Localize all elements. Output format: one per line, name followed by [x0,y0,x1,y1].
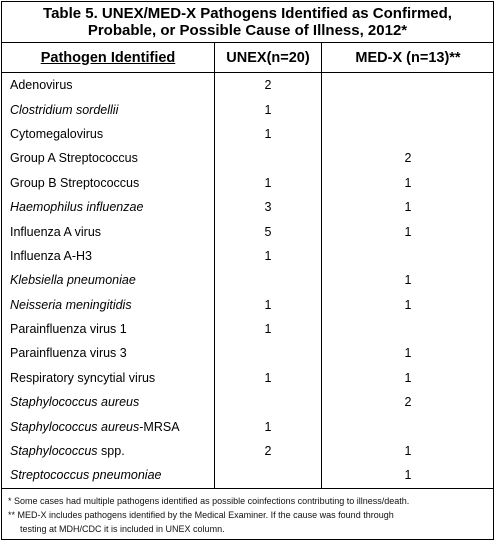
footnote-2-line-2: testing at MDH/CDC it is included in UNEX column. [20,523,225,534]
footnote-1: * Some cases had multiple pathogens identified as possible coinfections contributing to illness/death. [8,495,410,506]
pathogen-name: Adenovirus [10,78,73,93]
pathogen-name-cell [2,219,215,243]
pathogen-name-suffix: spp. [97,444,125,459]
pathogen-name-cell [2,463,215,487]
footnotes [2,488,493,536]
pathogen-name-cell [2,390,215,414]
pathogen-name-cell [2,268,215,292]
medx-count-cell: 1 [404,297,412,312]
table-row [2,244,494,268]
medx-count-cell [322,97,495,121]
table-row [2,122,494,146]
pathogen-name-cell [2,97,215,121]
pathogen-name-cell [2,317,215,341]
pathogen-name: Group B Streptococcus [10,175,140,190]
table-row [2,390,494,414]
column-header-unex: UNEX(n=20) [215,43,322,73]
medx-count-cell [322,244,495,268]
medx-count-cell: 1 [404,468,412,483]
pathogen-name-cell [2,73,215,98]
unex-count-cell: 1 [215,171,322,195]
table-row [2,146,494,170]
unex-count-cell: 5 [215,219,322,243]
table-row [2,293,494,317]
table-row [2,97,494,121]
pathogen-name-cell [2,414,215,438]
pathogen-name: Parainfluenza virus 3 [10,346,127,361]
unex-count-cell [215,146,322,170]
table-row [2,219,494,243]
medx-count-cell: 1 [404,370,412,385]
table-header-row [2,43,494,73]
unex-count-cell: 2 [215,439,322,463]
pathogen-name-italic: Clostridium sordellii [10,102,119,117]
pathogen-name-cell [2,195,215,219]
medx-count-cell: 1 [404,175,412,190]
pathogen-name-italic: Neisseria meningitidis [10,297,132,312]
pathogen-name-cell [2,366,215,390]
pathogen-name-cell [2,171,215,195]
pathogen-name: Parainfluenza virus 1 [10,322,127,337]
pathogen-name-suffix: -MRSA [139,419,180,434]
medx-count-cell [322,317,495,341]
pathogen-name-cell [2,122,215,146]
table-row [2,171,494,195]
unex-count-cell: 3 [215,195,322,219]
table-title-line-1: Table 5. UNEX/MED-X Pathogens Identified as Confirmed, [43,5,452,22]
medx-count-cell: 1 [404,200,412,215]
medx-count-cell: 2 [404,395,412,410]
unex-count-cell [215,268,322,292]
pathogen-name: Cytomegalovirus [10,126,104,141]
unex-count-cell: 2 [215,73,322,98]
unex-count-cell: 1 [215,317,322,341]
pathogen-name: Influenza A-H3 [10,248,92,263]
unex-count-cell: 1 [215,122,322,146]
table-row [2,268,494,292]
medx-count-cell: 1 [404,346,412,361]
table-row [2,414,494,438]
pathogen-name-cell [2,146,215,170]
pathogen-name-italic: Streptococcus pneumoniae [10,468,162,483]
table-row [2,366,494,390]
unex-count-cell [215,463,322,487]
pathogen-name: Group A Streptococcus [10,151,138,166]
table-row [2,463,494,487]
medx-count-cell [322,414,495,438]
pathogen-name-cell [2,293,215,317]
table-row [2,317,494,341]
pathogen-table [2,43,494,488]
pathogen-name-italic: Haemophilus influenzae [10,200,144,215]
table-title [2,2,493,43]
pathogen-name: Respiratory syncytial virus [10,370,156,385]
medx-count-cell: 1 [404,444,412,459]
medx-count-cell: 1 [404,273,412,288]
pathogen-name: Influenza A virus [10,224,102,239]
pathogen-name-italic: Staphylococcus [10,444,98,459]
table-row [2,195,494,219]
medx-count-cell [322,122,495,146]
pathogen-name-italic: Staphylococcus aureus [10,419,140,434]
table-row [2,73,494,98]
column-header-medx: MED-X (n=13)** [322,43,495,73]
pathogen-name-italic: Staphylococcus aureus [10,395,140,410]
table-row [2,341,494,365]
pathogen-name-cell [2,244,215,268]
medx-count-cell: 2 [404,151,412,166]
pathogen-name-italic: Klebsiella pneumoniae [10,273,136,288]
unex-count-cell: 1 [215,97,322,121]
medx-count-cell: 1 [404,224,412,239]
unex-count-cell: 1 [215,366,322,390]
table-body [2,73,494,488]
table-title-line-2: Probable, or Possible Cause of Illness, 2012* [87,22,408,39]
pathogen-name-cell [2,439,215,463]
column-header-pathogen: Pathogen Identified [2,43,215,73]
medx-count-cell [322,73,495,98]
unex-count-cell: 1 [215,414,322,438]
table-row [2,439,494,463]
unex-count-cell [215,390,322,414]
pathogen-table-frame [1,1,494,540]
unex-count-cell [215,341,322,365]
footnote-2-line-1: ** MED-X includes pathogens identified by the Medical Examiner. If the cause was found through [8,509,394,520]
pathogen-name-cell [2,341,215,365]
unex-count-cell: 1 [215,293,322,317]
unex-count-cell: 1 [215,244,322,268]
